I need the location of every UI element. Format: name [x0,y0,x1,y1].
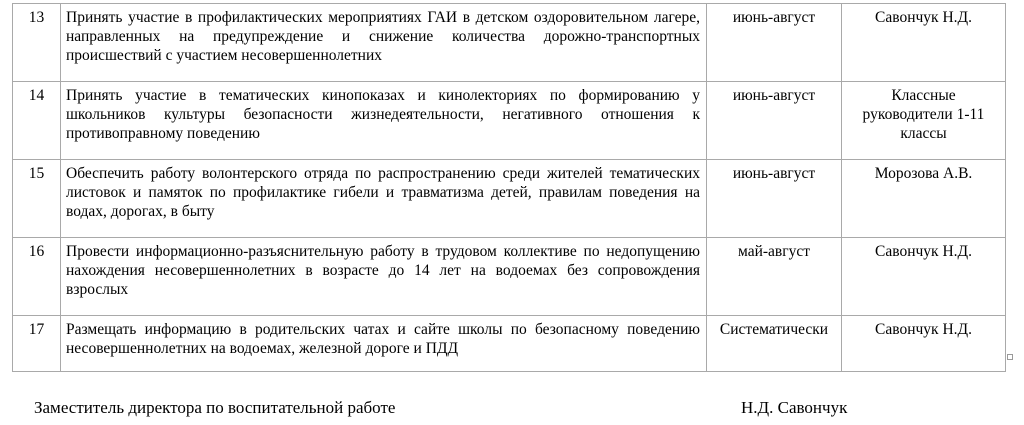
activities-table [12,3,1006,372]
event-description: Размещать информацию в родительских чатах и сайте школы по безопасному поведению несовершеннолетних на водоемах, железной дороге и ПДД [61,316,707,372]
event-responsible: Савончук Н.Д. [842,4,1006,82]
table-row [13,160,1006,238]
event-description: Принять участие в тематических кинопоказах и кинолекториях по формированию у школьников культуры безопасности жизнедеятельности, негативного отношения к противоправному поведению [61,82,707,160]
event-responsible: Савончук Н.Д. [842,238,1006,316]
table-resize-handle[interactable] [1007,354,1013,360]
table-row [13,238,1006,316]
event-responsible: Морозова А.В. [842,160,1006,238]
event-date: май-август [707,238,842,316]
row-number: 16 [13,238,61,316]
table-row [13,316,1006,372]
signature-name: Н.Д. Савончук [741,398,848,417]
event-date: июнь-август [707,4,842,82]
event-description: Обеспечить работу волонтерского отряда по распространению среди жителей тематических листовок и памяток по профилактике гибели и травматизма детей, правилам поведения на водах, дорогах, в быту [61,160,707,238]
row-number: 17 [13,316,61,372]
event-date: Систематически [707,316,842,372]
event-responsible: Савончук Н.Д. [842,316,1006,372]
table-row [13,4,1006,82]
event-date: июнь-август [707,160,842,238]
signature-title: Заместитель директора по воспитательной работе [34,398,396,417]
event-description: Провести информационно-разъяснительную работу в трудовом коллективе по недопущению нахождения несовершеннолетних в возрасте до 14 лет на водоемах без сопровождения взрослых [61,238,707,316]
event-responsible: Классные руководители 1-11 классы [842,82,1006,160]
row-number: 15 [13,160,61,238]
row-number: 14 [13,82,61,160]
event-date: июнь-август [707,82,842,160]
event-description: Принять участие в профилактических мероприятиях ГАИ в детском оздоровительном лагере, направленных на предупреждение и снижение количества дорожно-транспортных происшествий с участием несовершеннолетних [61,4,707,82]
table-row [13,82,1006,160]
row-number: 13 [13,4,61,82]
